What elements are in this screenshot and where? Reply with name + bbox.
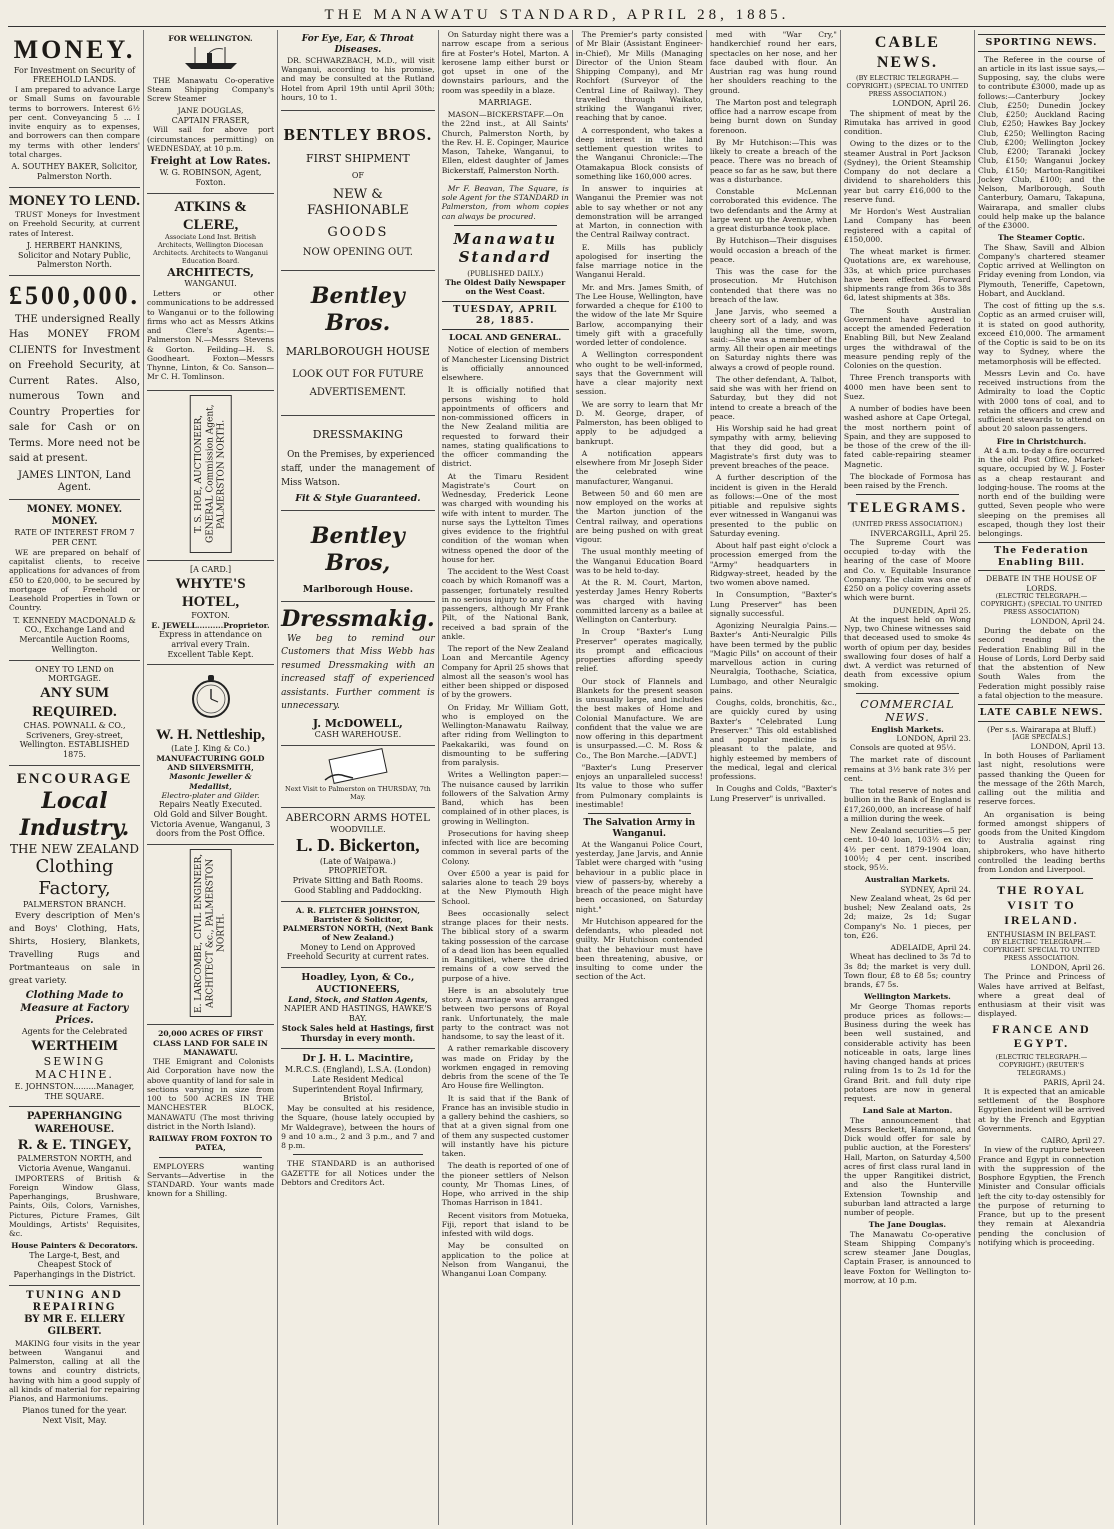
marriage-title: MARRIAGE. (478, 97, 532, 108)
story-para-15: In Coughs and Colds, "Baxter's Lung Preserver" is unrivalled. (709, 784, 837, 803)
london13-date: LONDON, April 13. (1030, 741, 1105, 751)
premises-text: On the Premises, by experienced staff, under the management of Miss Watson. (281, 450, 435, 488)
clothing-title: Clothing Factory, (35, 856, 114, 900)
new-fashionable: NEW & FASHIONABLE (306, 187, 409, 218)
johnston-sig: E. JOHNSTON.........Manager, THE SQUARE. (14, 1081, 135, 1101)
lend-title: MONEY TO LEND. (9, 192, 140, 209)
tingey-ad (9, 1107, 140, 1285)
baxter-para: "Baxter's Lung Preserver enjoys an unparalleled success! Its value to those who suffer from Pulmonary complaints is inestimable! (575, 762, 703, 809)
mortgage-title: ONEY TO LEND on MORTGAGE. (35, 664, 114, 684)
market-para-2: The market rate of discount remains at 3½ bank rate 3½ per cent. (843, 755, 971, 783)
next-visit-ad (281, 746, 435, 808)
hoe-box: T. S. HOE, AUCTIONEER, GENERAL Commission Agent, PALMERSTON NORTH. (190, 395, 232, 553)
private-text: Private Sitting and Bath Rooms. (292, 876, 424, 886)
late-cable-para-1: In both Houses of Parliament last night, resolutions were passed thanking the Queen for the message of the 26th March, calling out the militia and reserve forces. (977, 751, 1105, 807)
local-para-5: The report of the New Zealand Loan and Mercantile Agency Company for April 25 shows that almost all the season's wool has either been shipped or disposed of by the growers. (441, 644, 569, 700)
wertheim-title: WERTHEIM (31, 1037, 118, 1054)
whyte-title: WHYTE'S HOTEL, (175, 575, 246, 610)
macintire-ad (281, 1049, 435, 1195)
jane-douglas-para: The Manawatu Co-operative Steam Shipping Company's screw steamer Jane Douglas, Captain Fraser, is announced to leave Foxton for Wellington to-morrow, at 10 p.m. (843, 1229, 971, 1285)
france-sub: (ELECTRIC TELEGRAPH.—COPYRIGHT.) (REUTER'S TELEGRAMS.) (995, 1052, 1088, 1077)
divider (990, 878, 1093, 879)
land-sale-title: Land Sale at Marton. (862, 1106, 953, 1116)
bentley3-ad (281, 511, 435, 602)
steamer-name: JANE DOUGLAS, (177, 106, 244, 116)
london26-date: LONDON, April 26. (1030, 963, 1105, 973)
story-para-2: The Marton post and telegraph office had a narrow escape from being burnt down on Sunday forenoon. (709, 97, 837, 135)
rate-title: RATE OF INTEREST FROM 7 PER CENT. (14, 528, 135, 548)
cable-para-6: Three French transports with 4000 men have been sent to Suez. (843, 373, 971, 401)
published-text: (PUBLISHED DAILY.) (467, 269, 544, 278)
dressmaking-title: DRESSMAKING (312, 427, 403, 441)
money3-ad (9, 500, 140, 661)
local-para-15: Recent visitors from Motueka, Fiji, report that island to be infested with wild dogs. (441, 1210, 569, 1238)
story-para-4: Constable McLennan corroborated this evidence. The two defendants and the Army at large went up the Avenue, when a great disturbance took place. (709, 187, 837, 233)
commercial-title: COMMERCIAL NEWS. (860, 697, 955, 725)
royal-visit-title: THE ROYAL VISIT TO IRELAND. (997, 883, 1086, 927)
fire-title: Fire in Christchurch. (996, 436, 1087, 446)
masonic-text: Masonic Jeweller & Medallist, (169, 772, 252, 791)
paris-date: PARIS, April 24. (1043, 1077, 1105, 1087)
divider (159, 1157, 262, 1158)
clothing-text: Every description of Men's and Boys' Clothing, Hats, Shirts, Hosiery, Blankets, Travelling Rugs and Portmanteaus on sale in great variety. (9, 911, 140, 986)
stock-text: The Large-t, Best, and Cheapest Stock of Paperhangings in the District. (13, 1250, 136, 1279)
money3-title: MONEY. MONEY. MONEY. (26, 504, 123, 528)
bentley1-ad (281, 111, 435, 271)
federation-para: During the debate on the second reading of the Federation Enabling Bill in the House of Lords, Lord Derby said that the abstention of New South Wales from the Federation might possibly raise a fatal objection to the measure. (977, 626, 1105, 700)
clothing-ad (9, 766, 140, 1108)
invercargill-date: INVERCARGILL, April 25. (870, 528, 971, 538)
architects-title: ARCHITECTS, (167, 265, 254, 279)
late-text: Late Resident Medical Superintendent Royal Infirmary, Bristol. (292, 1074, 424, 1104)
bentley1-title: BENTLEY BROS. (283, 125, 433, 145)
news-para-4: E. Mills has publicly apologised for inserting the false marriage notice in the Wanganui Herald. (575, 242, 703, 280)
larcombe-ad (147, 845, 274, 1025)
dunedin-date: DUNEDIN, April 25. (892, 605, 971, 615)
wairarapa-text: (Per s.s. Wairarapa at Bluff.) (987, 724, 1096, 734)
federation-sub: (ELECTRIC TELEGRAPH.—COPYRIGHT.) (SPECIAL TO UNITED PRESS ASSOCIATION) (980, 591, 1103, 616)
adelaide-date: ADELAIDE, April 24. (890, 943, 971, 953)
wellington-ad (147, 30, 274, 194)
oldest-text: The Oldest Daily Newspaper on the West Coast. (445, 278, 566, 297)
aus-para-1: New Zealand wheat, 2s 6d per bushel; New Zealand oats, 2s 2d; maize, 2s 1d; Sugar Company's No. 1 pieces, per ton, £26. (843, 893, 971, 940)
london23-date: LONDON, April 23. (896, 733, 971, 743)
abercorn-ad (281, 808, 435, 902)
market-para-3: The total reserve of notes and bullion in the Bank of England is £17,260,000, an increase of half a million during the week. (843, 786, 971, 823)
local-para-16: May be consulted on application to the police at Nelson from Wanganui, the Whanganui Loan Company. (441, 1241, 569, 1278)
standard-note: THE STANDARD is an authorised GAZETTE for all Notices under the Debtors and Creditors Act. (281, 1159, 435, 1187)
fletcher-ad (281, 902, 435, 969)
first-shipment: FIRST SHIPMENT (305, 151, 410, 165)
bentley2-ad (281, 271, 435, 416)
column-4 (439, 30, 573, 1525)
news-para-10: The usual monthly meeting of the Wanganui Education Board was to be held to-day. (575, 547, 703, 575)
local-para-14: The death is reported of one of the pioneer settlers of Nelson county, Mr Thomas Lines, of Hope, who arrived in the ship Thomas Harrison in 1841. (441, 1161, 569, 1208)
cable-para-8: The blockade of Formosa has been raised by the French. (843, 471, 971, 491)
agents-title: Agents for the Celebrated (21, 1026, 128, 1036)
divider (293, 1154, 423, 1155)
london24-date: LONDON, April 24. (1030, 616, 1105, 626)
france-egypt-title: FRANCE AND EGYPT. (992, 1021, 1091, 1051)
repairs-text: Repairs Neatly Executed. (158, 800, 263, 810)
nz-title: THE NEW ZEALAND (10, 841, 139, 856)
local-general-title: LOCAL AND GENERAL. (449, 332, 562, 343)
lend-text: TRUST Moneys for Investment on Freehold Security, at current rates of Interest. (9, 210, 140, 238)
sales-text: Stock Sales held at Hastings, first Thursday in every month. (281, 1022, 434, 1043)
house-title: House Painters & Decorators. (11, 1241, 138, 1251)
local-para-7: Writes a Wellington paper:—The nuisance caused by larrikin followers of the Salvation Army Band, which has been complained of in other places, is growing in Wellington. (441, 770, 569, 826)
aus-para-2: Wheat has declined to 3s 7d to 3s 8d; the market is very dull. Town flour, £8 to £8 5s; country brands, £7 5s. (843, 952, 971, 990)
divider (856, 494, 959, 495)
remind-text: We beg to remind our Customers that Miss Webb has resumed Dressmaking with an increased staff of experienced assistants. Further comment is unnecessary. (281, 633, 435, 712)
hoadley-ad (281, 968, 435, 1049)
telegrams-title: TELEGRAMS. (847, 500, 968, 517)
coptic-para-1: The Shaw, Savill and Albion Company's chartered steamer Coptic arrived at Wellington on Friday evening from London, via Plymouth, Teneriffe, Capetown, Hobart, and Auckland. (977, 242, 1105, 298)
story-para-3: By Mr Hutchison:—This was likely to create a breach of the peace. There was no breach of peace so far as he saw, but there was a disturbance. (709, 137, 837, 184)
wellington-markets-title: Wellington Markets. (864, 992, 951, 1002)
express-text: Express in attendance on arrival every Train. (159, 630, 262, 649)
employ-text: EMPLOYERS wanting Servants—Advertise in the STANDARD. Your wants made known for a Shilling. (147, 1161, 275, 1199)
royal-para: The Prince and Princess of Wales have arrived at Belfast, where a great deal of enthusiasm at their visit was displayed. (977, 972, 1105, 1019)
local-para-4: The accident to the West Coast coach by which Romanoff was a passenger, fortunately resulted in no serious injury to any of the passengers, although Mr Frank Pilt, of the National Bank, received a bad sprain of the ankle. (441, 567, 569, 641)
for-wellington-title: FOR WELLINGTON. (168, 34, 253, 43)
money-lend-text: Money to Lend on Approved Freehold Security at current rates. (286, 942, 429, 962)
upa-text: (UNITED PRESS ASSOCIATION.) (852, 519, 963, 528)
local-para-9: Over £500 a year is paid for salaries alone to teach 29 boys at the New Plymouth High School. (441, 868, 569, 906)
railway-title: RAILWAY FROM FOXTON TO PATEA, (148, 1134, 273, 1153)
wellington-para: Mr George Thomas reports produce prices as follows:—Business during the week has been well sustained, and considerable activity has been noticeable in oats, large lines having changed hands at prices ruling from 1s to 2s 1d for the Grand Brit. and full duty ripe potatoes are now in general request. (843, 1001, 971, 1104)
acres-text: THE Emigrant and Colonists Aid Corporation have now the above quantity of land for sale in sections varying in size from 100 to 500 ACRES IN THE MANCHESTER BLOCK, MANAWATU (The most thriving district in the North Island). (147, 1057, 275, 1131)
linton-sig: JAMES LINTON, Land Agent. (18, 469, 131, 493)
old-gold-text: Old Gold and Silver Bought. (153, 809, 268, 819)
coptic-title: The Steamer Coptic. (997, 233, 1085, 243)
cable-para-2: Owing to the dizes or to the steamer Austral in Port Jackson (Sydney), the Orient Steamship Company do not declare a dividend to shareholders this year but carry £16,000 to the reserve fund. (843, 139, 971, 204)
salvation-text-2: Mr Hutchison appeared for the defendants, who pleaded not guilty. Mr Hutchison contended that the behaviour must have been threatening, abusive, or insulting to come under the section of the Act. (575, 916, 703, 982)
flannels-para: Our stock of Flannels and Blankets for the present season is unusually large, and includes the best makes of Home and Colonial Manufacture. We are confident that the value we are now offering in this department is unsurpassed.—C. M. Ross & Co., The Bon Marche.—[ADVT.] (575, 676, 703, 760)
cable-sub: (BY ELECTRIC TELEGRAPH.—COPYRIGHT.) (SPECIAL TO UNITED PRESS ASSOCIATION.) (846, 74, 969, 98)
sydney-date: SYDNEY, April 24. (900, 884, 971, 894)
tuning-title: TUNING AND REPAIRING (26, 1289, 123, 1313)
divider (856, 693, 959, 694)
land-sale-para: The announcement that Messrs Beckett, Hammond, and Dick would offer for sale by public auction, at the Foresters' Hall, Marton, on Saturday 4,500 acres of first class rural land in the upper Rangitikei district, and also the Hunterville Extension Township and suburban land attracted a large number of people. (843, 1115, 971, 1218)
branch-title: PALMERSTON BRANCH. (22, 900, 127, 910)
story-para-10: A further description of the incident is given in the Herald as follows:—One of the most pitiable and repulsive sights ever witnessed in Wanganui was presented to the public on Saturday evening. (709, 473, 837, 538)
fit-text: Fit & Style Guaranteed. (295, 493, 421, 505)
news-para-2: A correspondent, who takes a deep interest in the land settlement question writes to the Wanganui Chronicle:—The Otamakapua Block consists of something like 160,000 acres. (575, 125, 703, 181)
hand-card-icon (323, 750, 393, 784)
now-opening: NOW OPENING OUT. (302, 246, 413, 258)
nettleship-title: W. H. Nettleship, (156, 726, 266, 743)
abercorn-title: ABERCORN ARMS HOTEL (285, 812, 430, 825)
bentley3-title: Bentley Bros, (310, 522, 405, 576)
cable-para-5: The South Australian Government have agreed to accept the amended Federation Enabling Bill, but New Zealand urges the withdrawal of the measure pending reply of the Colonies on the question. (843, 305, 971, 371)
waipawa-text: (Late of Waipawa.) (319, 856, 396, 866)
baker-sig: A. SOUTHEY BAKER, Solicitor, Palmerston North. (11, 162, 138, 181)
local-para-2: It is officially notified that persons wishing to hold appointments of officers and non-commissioned officers in the New Zealand militia are requested to forward their names, stating qualifications to the officer commanding the district. (441, 385, 569, 469)
pocket-watch-icon (186, 671, 236, 721)
cash-text: CASH WAREHOUSE. (314, 730, 402, 740)
gilbert-ad (9, 1286, 140, 1431)
column-3 (278, 30, 439, 1525)
column-5 (573, 30, 707, 1525)
intro-para: On Saturday night there was a narrow escape from a serious fire at Foster's Hotel, Marton. A kerosene lamp either burst or got upset in one of the downstairs parlours, and the room was speedily in a blaze. (441, 30, 569, 95)
larcombe-box: E. LARCOMBE, CIVIL ENGINEER, ARCHITECT &c., PALMERSTON NORTH. (190, 849, 232, 1017)
woodville-text: WOODVILLE. (330, 824, 386, 834)
money-sub: For Investment on Security of FREEHOLD LANDS. (13, 65, 136, 85)
jewell-sig: E. JEWELL..........Proprietor. (151, 620, 270, 630)
coptic-para-3: Messrs Levin and Co. have received instructions from the Admiralty to load the Coptic with 2000 tons of coal, and to retain the officers and crew and sufficient stewards to attend on about 20 saloon passengers. (977, 368, 1105, 434)
cable-para-4: The wheat market is firmer. Quotations are, ex warehouse, 33s, at which price purchases have been effected. Forward shipments range from 36s to 38s 6d, latest shipments at 38s. (843, 247, 971, 303)
story-para-1: med with "War Cry," handkerchief round her ears, spectacles on her nose, and her face daubed with flour. An Austrian rag was hung round her shoulders reaching to the ground. (709, 30, 837, 95)
local-para-12: A rather remarkable discovery was made on Friday by the workmen engaged in removing debris from the scene of the Te Aro House fire Wellington. (441, 1044, 569, 1091)
amount-title: £500,000. (9, 281, 140, 311)
salvation-title: The Salvation Army in Wanganui. (583, 818, 696, 839)
mcdowell-title: J. McDOWELL, (312, 716, 403, 730)
english-markets-title: English Markets. (871, 724, 944, 734)
next-visit-note: Next Visit to Palmerston on THURSDAY, 7th May. (285, 785, 431, 802)
tingey-title: R. & E. TINGEY, (17, 1136, 132, 1153)
of-text: OF (351, 171, 364, 181)
cable-title: CABLE NEWS. (874, 34, 940, 71)
federation-title: The Federation Enabling Bill. (978, 542, 1105, 571)
story-para-6: This was the case for the prosecution. Mr Hutchison contended that there was no breach of the law. (709, 267, 837, 304)
london-date: LONDON, April 26. (892, 98, 971, 108)
column-7 (841, 30, 975, 1525)
gilbert-text: MAKING four visits in the year between Wanganui and Palmerston, calling at all the towns and country districts, having with him a good supply of all kinds of material for repairing Pianos, and Harmoniums. (9, 1338, 140, 1403)
local-para-13: It is said that if the Bank of France has an invisible studio in a gallery behind the cashiers, so that at a given signal from one of them any suspected customer will instantly have his picture taken. (441, 1093, 569, 1158)
late-cable-para-2: An organisation is being formed amongst shippers of goods from the United Kingdom to Australia against ring shipbrokers, who have hitherto controlled the leading berths from London and Liverpool. (977, 809, 1105, 874)
atkins-title: ATKINS & CLERE, (174, 198, 247, 233)
consult-text: May be consulted at his residence, the Square, (house lately occupied by Mr Waldegrave), between the hours of 9 and 10 a.m., 2 and 3 p.m., and 7 and 8 p.m. (281, 1104, 435, 1151)
market-para-4: New Zealand securities—5 per cent. 10-40 loan, 103½ ex div; 4½ per cent. 1879-1904 loan, 100½; 4 per cent. inscribed stock, 95½. (843, 826, 971, 873)
story-para-7: Jane Jarvis, who seemed a cheery sort of a lady, and was laughing all the time, sworn, said:—She was a member of the army. All their open air meetings on Saturday nights there was always a crowd of people round. (709, 307, 837, 372)
next-visit-text: Next Visit, May. (42, 1416, 107, 1425)
news-para-8: A notification appears elsewhere from Mr Joseph Sider the celebrated wine manufacturer, Wanganui. (575, 448, 703, 486)
page-columns (6, 30, 1108, 1525)
mrcs-text: M.R.C.S. (England), L.S.A. (London) (284, 1065, 431, 1075)
manuf-text: MANUFACTURING GOLD AND SILVERSMITH, (156, 753, 265, 773)
linton-ad (9, 276, 140, 500)
divider (454, 179, 557, 180)
story-para-12: In Consumption, "Baxter's Lung Preserver" has been signally successful. (709, 590, 837, 618)
freight-title: Freight at Low Rates. (150, 156, 271, 167)
debate-title: DEBATE IN THE HOUSE OF LORDS. (986, 574, 1097, 593)
news-para-1: The Premier's party consisted of Mr Blair (Assistant Engineer-in-Chief), Mr Mills (Managing Director of the Union Steam Shipping Company), and Mr Rochfort (Surveyor of the Central Line of Railway). They travelled through Waikato, striking the Wanganui river, reaching that by canoe. (575, 30, 703, 123)
fletcher-text: A. R. FLETCHER JOHNSTON, Barrister & Solicitor, PALMERSTON NORTH, (Next Bank of New Zealand.) (282, 905, 433, 943)
local-para-11: Here is an absolutely true story. A marriage was arranged between two persons of Royal rank. Unfortunately, the male party to the contract was not handsome, to say the least of it. (441, 985, 569, 1041)
jane-douglas-title: The Jane Douglas. (868, 1220, 947, 1230)
eye-ad (281, 30, 435, 111)
france-para-2: In view of the rupture between France and Egypt in connection with the suppression of the Bosphore Egyptien, the French Minister and Consular officials left the city to-day ostensibly for the purpose of returning to France, but up to the present they remain at Alexandria pending the conclusion of notifying which is proceeding. (977, 1145, 1105, 1247)
story-para-13: Agonizing Neuralgia Pains.—Baxter's Anti-Neuralgic Pills have been termed by the public "Magic Pills" on account of their marvellous action in curing Neuralgia, Toothache, Sciatica, Lumbago, and other Neuralgic pains. (709, 621, 837, 695)
fire-para: At 4 a.m. to-day a fire occurred in the old Post Office, Market-square, occupied by W. J. Foster as a cheap restaurant and lodging-house. The rooms at the north end of the building were gutted, Seven people who were sleeping on the premises all escaped, though they lost their belongings. (977, 445, 1105, 539)
sporting-para: The Referee in the course of an article in its last issue says,—Supposing, say, the clubs were to contribute £3000, made up as follows:—Canterbury Jockey Club, £250; Dunedin Jockey Club, £250; Auckland Racing Club, £250; Hawkes Bay Jockey Club, £250; Wellington Racing Club, £200; Wellington Jockey Club, £200; Taranaki Jockey Club, £150; Wanganui Jockey Club, £150; Marton-Rangitikei Jockey Club, £100; and the Nelson, Marlborough, South Canterbury, Oamaru, Takapuna, Wairarapa, and smaller clubs could help make up the balance of the £3000. (977, 54, 1105, 231)
acres-title: 20,000 ACRES OF FIRST CLASS LAND FOR SALE IN MANAWATU. (153, 1029, 268, 1057)
macintire-title: Dr J. H. L. Macintire, (302, 1053, 414, 1065)
croup-para: In Croup "Baxter's Lung Preserver" operates magically, its prompt and efficacious properties affording speedy relief. (575, 627, 703, 674)
france-para-1: It is expected that an amicable settlement of the Bosphore Egyptien incident will be arrived at by the French and Egyptian Governments. (977, 1086, 1105, 1133)
story-para-9: His Worship said he had great sympathy with army, believing that they did good, but a Magistrate's first duty was to prevent breaches of the peace. (709, 424, 837, 470)
money-title: MONEY. (13, 35, 136, 64)
coptic-para-2: The cost of fitting up the s.s. Coptic as an armed cruiser will, it is stated on good authority, exceed £10,000. The armament of the Coptic is said to be on its way to Sydney, where the metamorphosis will be effected. (977, 301, 1105, 366)
story-para-8: The other defendant, A. Talbot, said she was with her friend on Saturday, but they did not intend to create a breach of the peace. (709, 374, 837, 421)
column-8 (975, 30, 1108, 1525)
market-para-1: Consols are quoted at 95½. (849, 743, 956, 753)
atkins-ad (147, 194, 274, 391)
captain-name: CAPTAIN FRASER, (171, 115, 250, 125)
salvation-text: At the Wanganui Police Court, yesterday, Jane Jarvis, and Annie Tablet were charged with "using behaviour in a public place in view of passers-by, whereby a breach of the peace might have been occasioned, on Saturday night." (575, 839, 703, 914)
money-text: I am prepared to advance Large or Small Sums on favourable terms to borrowers. Interest 6½ per cent. Conveyancing 5 ... I invite enquiry as to expenses, and borrowers can then compare my terms with other lenders' total charges. (9, 85, 140, 159)
electro-text: Electro-plater and Gilder. (161, 790, 260, 800)
late-cable-title: LATE CABLE NEWS. (978, 704, 1105, 722)
tingey-text: IMPORTERS of British & Foreign Window Glass, Paperhangings, Brushware, Paints, Oils, Colors, Varnishes, Pictures, Picture Frames, Gilt Mouldings, Artists' Requisites, &c. (9, 1173, 140, 1238)
specials-text: [AGE SPECIALS.] (1012, 732, 1071, 741)
hoe-ad (147, 391, 274, 561)
stabling-text: Good Stabling and Paddocking. (294, 885, 422, 895)
cairo-date: CAIRO, April 27. (1041, 1136, 1105, 1146)
mcdowell-ad (281, 602, 435, 746)
news-para-11: At the R. M. Court, Marton, yesterday James Henry Roberts was charged with having committed larceny as a bailee at Wellington on Canterbury. (575, 578, 703, 624)
marlborough-title: MARLBOROUGH HOUSE (285, 344, 430, 358)
eye-text: DR. SCHWARZBACH, M.D., will visit Wanganui, according to his promise, and may be consulted at the Rutland Hotel from April 19th until April 30th; hours, 10 to 1. (281, 55, 435, 102)
tingey-place: PALMERSTON NORTH, and Victoria Avenue, Wanganui. (17, 1154, 132, 1173)
australian-markets-title: Australian Markets. (864, 875, 950, 885)
marriage-text: MASON—BICKERSTAFF.—On the 22nd inst., at All Saints' Church, Palmerston North, by the Rev. H. E. Copinger, Maurice Mason, Taheke, Wanganui, to Ellen, eldest daughter of James Bickerstaff, Palmerston North. (441, 110, 569, 175)
table-text: Excellent Table Kept. (167, 649, 254, 659)
local-para-10: Bees occasionally select strange places for their nests. The biblical story of a swarm taking possession of the carcase of a dead lion has been equalled in Rangitikei, where the dried remains of a cow served the purpose of a hive. (441, 908, 569, 983)
eye-title: For Eye, Ear, & Throat Diseases. (301, 34, 414, 55)
telegram-para-1: The Supreme Court was occupied to-day with the hearing of the case of Moore and Co. v. Equitable Insurance Company. The claim was one of £250 on a policy covering assets which were burnt. (843, 537, 971, 603)
proprietor-text: PROPRIETOR. (328, 866, 388, 876)
divider (588, 813, 691, 814)
whyte-ad (147, 561, 274, 666)
news-para-9: Between 50 and 60 men are now employed on the works at the Marton junction of the Central railway, and operations are being pushed on with great vigour. (575, 488, 703, 544)
cable-para-3: Mr Hordon's West Australian Land Company has been registered with a capital of £150,000. (843, 207, 971, 244)
local-para-8: Prosecutions for having sheep infected with lice are becoming common in several parts of the Colony. (441, 828, 569, 866)
king-text: (Late J. King & Co.) (171, 744, 250, 754)
wanganui-title: WANGANUI. (184, 279, 237, 289)
acres-ad (147, 1025, 274, 1206)
kennedy-sig: T. KENNEDY MACDONALD & CO., Exchange Land and Mercantile Auction Rooms, Wellington. (13, 615, 136, 654)
robinson-sig: W. G. ROBINSON, Agent, Foxton. (159, 168, 262, 187)
sail-text: Will sail for above port (circumstances permitting) on WEDNESDAY, at 10 p.m. (147, 125, 275, 153)
dressmakig-title: Dressmakig. (281, 606, 435, 632)
foxton-title: FOXTON. (191, 611, 230, 621)
news-para-7: We are sorry to learn that Mr D. M. George, draper, of Palmerston, has been obliged to apply to be adjudged a bankrupt. (575, 399, 703, 446)
steamer-text: THE Manawatu Co-operative Steam Shipping Company's Screw Steamer (147, 75, 275, 103)
money-ad (9, 30, 140, 188)
column-1 (6, 30, 144, 1525)
any-sum-title: ANY SUM REQUIRED. (32, 685, 117, 720)
telegram-para-2: At the inquest held on Wong Nyp, two Chinese witnesses said that deceased used to smoke 4s worth of opium per day, besides swallowing four doses of half a dwt. A verdict was returned of death from excessive opium smoking. (843, 614, 971, 689)
rate-text: WE are prepared on behalf of capitalist clients, to receive applications for advances of from £50 to £20,000, to be secured by mortgage of Freehold or Leasehold Properties in Town or Country. (9, 547, 140, 613)
hankins-sig: J. HERBERT HANKINS, Solicitor and Notary Public, Palmerston North. (18, 240, 131, 270)
news-para-5: Mr. and Mrs. James Smith, of The Lee House, Wellington, have forwarded a cheque for £100 to the widow of the late Mr Squire Barlow, accompanying their timely gift with a gracefully worded letter of condolence. (575, 282, 703, 347)
news-para-3: In answer to inquiries at Wanganui the Premier was not able to say whether or not any demonstration will be arranged at Marton, in connection with the Central Railway contract. (575, 184, 703, 240)
local-para-3: At the Timaru Resident Magistrate's Court on Wednesday, Frederick Leone was charged with wounding his wife with intent to murder. The nurse says the Lyttelton Times gives evidence to the frightful condition of the woman when witness opened the door of the house for her. (441, 471, 569, 564)
encourage-title: ENCOURAGE (16, 770, 133, 787)
pianos-text: Pianos tuned for the year. (22, 1406, 127, 1416)
dressmaking-ad (281, 416, 435, 511)
story-para-11: About half past eight o'clock a procession emerged from the "Army" headquarters in Ridgway-street, headed by the two women above named. (709, 541, 837, 587)
story-para-14: Coughs, colds, bronchitis, &c., are quickly cured by using Baxter's "Celebrated Lung Preserver." This old established and popular medicine is pleasant to the palate, and highly esteemed by members of the medical, legal and clerical professions. (709, 698, 837, 781)
bickerton-title: L. D. Bickerton, (296, 834, 420, 855)
cable-para-7: A number of bodies have been washed ashore at Cape Ortegal, the most northern point of Spain, and they are supposed to be those of the crew of the ill-fated cable-repairing steamer Magnetic. (843, 404, 971, 469)
divider (454, 225, 557, 226)
steamship-icon (181, 45, 241, 71)
story-para-5: By Hutchison—Their disguises would occasion a breach of the peace. (709, 236, 837, 264)
linton-text: THE undersigned Really Has MONEY FROM CLIENTS for Investment on Freehold Security, at Current Rates. Also, numerous Town and Country Properties for sale for Cash or on Terms. More need not be said at present. (9, 313, 140, 465)
lookout-text: LOOK OUT FOR FUTURE ADVERTISEMENT. (292, 368, 424, 398)
local-para-1: Notice of election of members of Manchester Licensing District is officially announced elsewhere. (441, 345, 569, 382)
lend-ad (9, 188, 140, 276)
masthead: THE MANAWATU STANDARD, APRIL 28, 1885. (8, 4, 1106, 27)
bentley2-title: Bentley Bros. (310, 282, 405, 336)
column-2 (144, 30, 278, 1525)
victoria-text: Victoria Avenue, Wanganui, 3 doors from the Post Office. (150, 819, 271, 839)
local-industry-title: Local Industry. (19, 788, 130, 841)
nettleship-ad (147, 665, 274, 845)
pownall-sig: CHAS. POWNALL & CO., Scriveners, Grey-street, Wellington. ESTABLISHED 1875. (19, 720, 130, 760)
paper-name: Manawatu Standard (453, 229, 557, 267)
napier-text: NAPIER AND HASTINGS, HAWKE'S BAY. (283, 1004, 432, 1024)
gilbert-title: BY MR E. ELLERY GILBERT. (24, 1314, 125, 1338)
beavan-note: Mr F. Beavan, The Square, is sole Agent for the STANDARD in Palmerston, from whom copies can always be procured. (441, 183, 569, 221)
sporting-title: SPORTING NEWS. (978, 34, 1105, 52)
column-6 (707, 30, 841, 1525)
marlborough2-title: Marlborough House. (302, 584, 414, 596)
atkins-sub: Associate Lond Inst. British Architects, Wellington Diocesan Architects. Architects to Wanganui Education Board. (153, 233, 269, 266)
goods-text: GOODS (327, 224, 389, 240)
paper-title: PAPERHANGING WAREHOUSE. (26, 1111, 123, 1135)
news-para-6: A Wellington correspondent who ought to be well-informed, says that the Government will have a clear majority next session. (575, 350, 703, 397)
cable-para-1: The shipment of meat by the Rimutaka has arrived in good condition. (843, 108, 971, 137)
royal-sub: BY ELECTRIC TELEGRAPH.—COPYRIGHT. SPECIAL TO UNITED PRESS ASSOCIATION. (983, 938, 1100, 963)
sewing-title: SEWING MACHINE. (35, 1055, 114, 1082)
pownall-ad (9, 661, 140, 766)
date-line: TUESDAY, APRIL 28, 1885. (442, 301, 569, 330)
local-para-6: On Friday, Mr William Gott, who is employed on the Wellington-Manawatu Railway, after riding from Wellington to Paekakariki, was found on dismounting to be suffering from paralysis. (441, 702, 569, 767)
land-text: Land, Stock, and Station Agents, (288, 995, 428, 1005)
card-label: [A CARD.] (189, 564, 232, 574)
belfast-title: ENTHUSIASM IN BELFAST. (986, 930, 1097, 940)
hoadley-title: Hoadley, Lyon, & Co., AUCTIONEERS, (301, 972, 415, 995)
measure-title: Clothing Made to Measure at Factory Prices. (20, 990, 129, 1026)
atkins-text: Letters or other communications to be addressed to Wanganui or to the following firms who act as Messrs Atkins and Clere's Agents:— Palmerston N.—Messrs Stevens & Gorton. Feilding—H. S. Goodheart. Foxton—Messrs Thynne, Linton, & Co. Sanson—Mr C. H. Tomlinson. (147, 289, 275, 382)
